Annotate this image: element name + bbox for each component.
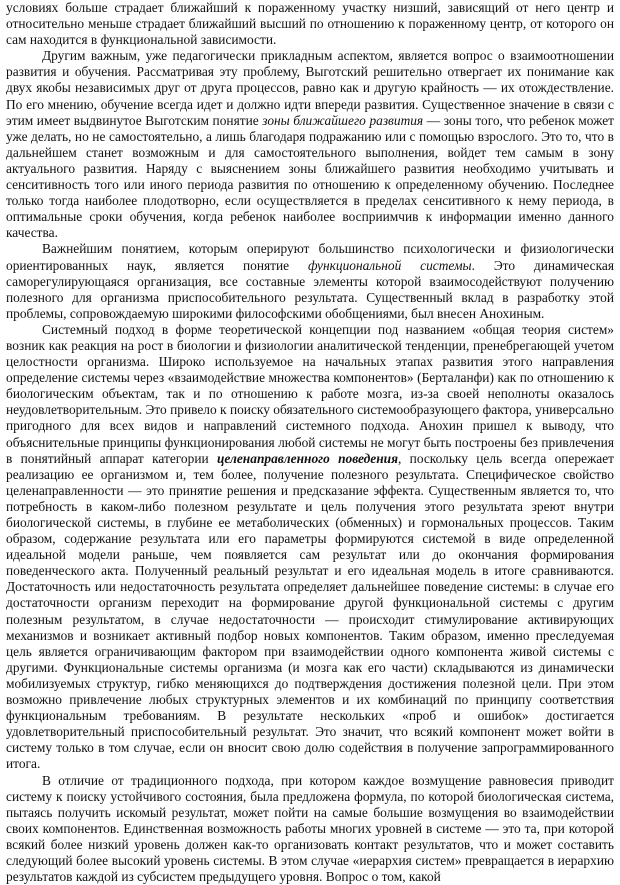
paragraph-4 — [6, 773, 614, 885]
paragraph-0-text: условиях больше страдает ближайший к пораженному участку низший, зависящий от него центр и относительно меньше страдает ближайший высший по отношению к пораженному центр, от которого он сам находится в функциональной зависимости. — [6, 0, 614, 47]
document-page — [6, 0, 614, 885]
paragraph-3-text: Системный подход в форме теоретической концепции под названием «общая теория систем» возник как реакция на рост в биологии и физиологии аналитической тенденции, пренебрегающей учетом целостности организма. Широко используемое на начальных этапах развития этого направления определение системы через «взаимодействие множества компонентов» (Берталанфи) как по отношению к биологическим объектам, так и по отношению к работе мозга, из-за своей неполноты оказалось неудовлетворительным. Это привело к поиску обязательного системообразующего фактора, универсально пригодного для всех видов и направлений системного подхода. Анохин пришел к выводу, что объяснительные принципы функционирования любой системы не могут быть построены без привлечения в понятийный аппарат категории — [6, 322, 614, 466]
paragraph-1-text: Другим важным, уже педагогически прикладным аспектом, является вопрос о взаимоотношении развития и обучения. Рассматривая эту проблему, Выготский решительно отвергает их понимание как двух якобы независимых друг от друга процессов, равно как и другую крайность — их отождествление. По его мнению, обучение всегда идет и должно идти впереди развития. Существенное значение в связи с этим имеет выдвинутое Выготским понятие — [6, 48, 614, 127]
term-functional-system: функциональной системы — [308, 258, 472, 273]
term-zone-of-proximal-development: зоны ближайшего развития — [262, 113, 423, 128]
paragraph-3-text-cont: , поскольку цель всегда опережает реализацию ее организмом и, тем более, получение полезного результата. Специфическое свойство целенаправленности — это принятие решения и предсказание эффекта. Существенным является то, что потребность в каком-либо полезном результате и цель получения этого результата зреют внутри биологической системы, в глубине ее метаболических (обменных) и гормональных процессов. Таким образом, содержание результата или его параметры формируются системой в виде определенной идеальной модели раньше, чем появляется сам результат или до окончания формирования поведенческого акта. Полученный реальный результат и его идеальная модель в итоге сравниваются. Достаточность или недостаточность результата определяет дальнейшее поведение системы: в случае его достаточности организм переходит на формирование другой функциональной системы с другим полезным результатом, в случае недостаточности — происходит стимулирование активирующих механизмов и возникает активный подбор новых компонентов. Таким образом, именно преследуемая цель является ограничивающим фактором при взаимодействии одного компонента живой системы с другими. Функциональные системы организма (и мозга как его части) складываются из динамически мобилизуемых структур, гибко меняющихся до подтверждения достижения полезной цели. При этом возможно привлечение любых структурных элементов и их комбинаций по принципу соответствия функциональным требованиям. В результате нескольких «проб и ошибок» достигается удовлетворительный приспособительный результат. Это значит, что всякий компонент может войти в систему только в том случае, если он вносит свою долю содействия в получение запрограммированного итога. — [6, 451, 614, 772]
paragraph-4-text: В отличие от традиционного подхода, при котором каждое возмущение равновесия приводит систему к поиску устойчивого состояния, была предложена формула, по которой биологическая система, пытаясь получить искомый результат, может пойти на самые большие возмущения во взаимодействии своих компонентов. Единственная возможность работы многих уровней в системе — это та, при которой всякий более низкий уровень должен как-то организовать контакт результатов, что и может составить следующий более высокий уровень системы. В этом случае «иерархия систем» превращается в иерархию результатов каждой из субсистем предыдущего уровня. Вопрос о том, какой — [6, 773, 614, 885]
paragraph-1 — [6, 48, 614, 241]
paragraph-3 — [6, 322, 614, 773]
term-goal-directed-behavior: целенаправленного поведения — [217, 451, 398, 466]
paragraph-2-text: Важнейшим понятием, которым оперируют большинство психологически и физиологически ориентированных наук, является понятие — [6, 241, 614, 272]
paragraph-0 — [6, 0, 614, 48]
paragraph-1-text-cont: — зоны того, что ребенок может уже делать, но не самостоятельно, а лишь благодаря подражанию или с помощью взрослого. Это то, что в дальнейшем станет возможным и для самостоятельного выполнения, войдет тем самым в зону актуального развития. Наряду с выяснением зоны ближайшего развития необходимо учитывать и сенситивность того или иного периода развития по отношению к определенному обучению. Последнее только тогда наиболее плодотворно, если осуществляется в пределах сенситивного к нему периода, в оптимальные сроки обучения, когда ребенок наиболее восприимчив к информации именно данного качества. — [6, 113, 614, 241]
paragraph-2 — [6, 241, 614, 321]
paragraph-2-text-cont: . Это динамическая саморегулирующаяся организация, все составные элементы которой взаимосодействуют получению полезного для организма приспособительного результата. Существенный вклад в разработку этой проблемы, сопровождаемую широкими философскими обобщениями, был внесен Анохиным. — [6, 258, 614, 321]
